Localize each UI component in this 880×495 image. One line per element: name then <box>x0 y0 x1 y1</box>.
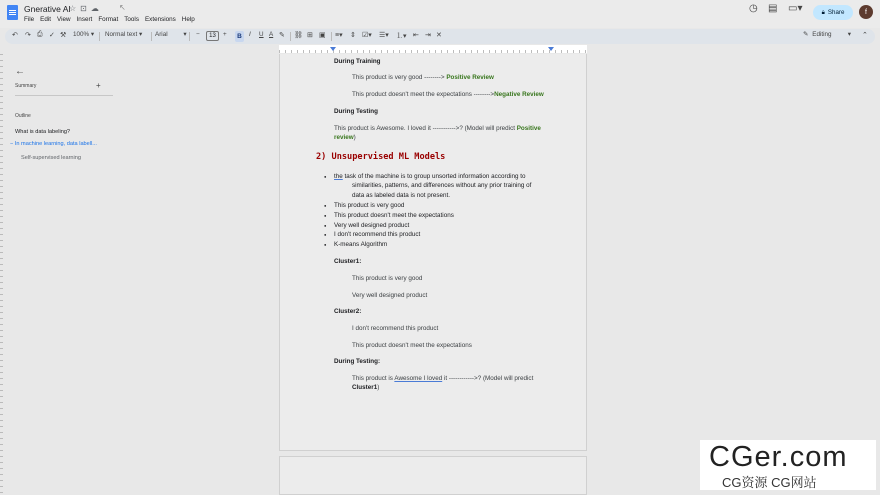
font-value: Arial <box>155 31 168 38</box>
divider <box>15 95 113 96</box>
menu-insert[interactable]: Insert <box>76 16 93 23</box>
paint-format-icon[interactable]: ⚒ <box>60 32 67 39</box>
pencil-icon: ✎ <box>803 31 809 38</box>
close-paren: ) <box>353 134 356 141</box>
toolbar-divider <box>189 32 190 41</box>
outline-item-self-supervised[interactable]: Self-supervised learning <box>21 155 82 161</box>
cluster1-result: Cluster1 <box>352 384 378 391</box>
close-paren: ) <box>377 384 380 391</box>
testing-line-cont <box>334 134 356 141</box>
positive-label: Positive <box>516 125 541 132</box>
watermark <box>700 440 876 490</box>
testing-line <box>334 125 541 132</box>
desc-text: task of the machine is to group unsorted information according to <box>342 173 526 180</box>
underline-button[interactable]: U <box>259 31 264 38</box>
style-select[interactable]: Normal text ▾ <box>105 31 143 38</box>
increase-indent-icon[interactable]: ⇥ <box>425 32 431 39</box>
outline-item-in-machine-learning[interactable] <box>10 141 97 147</box>
document-title[interactable]: Gnerative AI <box>24 4 71 14</box>
during-testing-heading: During Testing <box>334 108 378 115</box>
decrease-indent-icon[interactable]: ⇤ <box>413 32 419 39</box>
document-page[interactable] <box>279 54 587 451</box>
list-item: ● I don't recommend this product <box>334 230 454 240</box>
formatting-toolbar <box>5 29 875 44</box>
menu-view[interactable]: View <box>57 16 71 23</box>
font-size-input[interactable]: 13 <box>206 31 219 41</box>
cluster1-line: This product is very good <box>352 275 423 282</box>
meet-icon[interactable]: ▭▾ <box>788 3 803 14</box>
negative-review-label: Negative Review <box>494 91 544 98</box>
cluster2-line: This product doesn't meet the expectations <box>352 342 472 349</box>
redo-icon[interactable]: ↷ <box>25 32 31 39</box>
desc-line-2: similarities, patterns, and differences without any prior training of <box>352 182 532 189</box>
list-item: ● K-means Algorithm <box>334 240 454 250</box>
unsupervised-heading: 2) Unsupervised ML Models <box>316 152 446 162</box>
menu-bar <box>24 16 195 23</box>
print-icon[interactable]: ⎙ <box>37 31 43 38</box>
training-text: This product doesn't meet the expectations --------> <box>352 91 495 98</box>
testing2-line <box>352 375 533 382</box>
cluster2-heading: Cluster2: <box>334 308 362 315</box>
clear-formatting-icon[interactable]: ✕ <box>436 32 442 39</box>
during-training-heading: During Training <box>334 58 381 65</box>
outline-item-data-labeling[interactable]: What is data labeling? <box>15 129 71 135</box>
menu-format[interactable]: Format <box>98 16 119 23</box>
numbered-list-icon[interactable]: ⒈▾ <box>396 33 407 40</box>
line-spacing-icon[interactable]: ⇕ <box>350 32 356 39</box>
list-item: ● Very well designed product <box>334 221 454 231</box>
chevron-down-icon: ▾ <box>835 31 851 38</box>
current-item-marker: − <box>10 141 15 147</box>
testing2-line-cont <box>352 384 379 391</box>
examples-list <box>334 201 454 250</box>
right-indent-marker[interactable] <box>548 47 554 51</box>
font-select[interactable]: Arial ▾ <box>155 31 187 38</box>
font-size-decrease-icon[interactable]: − <box>196 31 200 38</box>
menu-file[interactable]: File <box>24 16 35 23</box>
toolbar-divider <box>151 32 152 41</box>
watermark-sub: CG资源 CG网站 <box>722 475 817 490</box>
spellcheck-icon[interactable]: ✓ <box>49 32 55 39</box>
undo-icon[interactable]: ↶ <box>12 32 18 39</box>
back-arrow-icon[interactable]: ← <box>15 66 25 77</box>
training-text: This product is very good --------> <box>352 74 447 81</box>
toolbar-divider <box>99 32 100 41</box>
align-icon[interactable]: ≡▾ <box>335 32 343 39</box>
title-actions <box>69 4 99 13</box>
toolbar-divider <box>331 32 332 41</box>
share-button[interactable] <box>813 5 853 20</box>
toolbar-divider <box>290 32 291 41</box>
checklist-icon[interactable]: ☑▾ <box>362 32 372 39</box>
comments-icon[interactable]: ▤ <box>768 3 778 14</box>
horizontal-ruler[interactable] <box>279 45 587 53</box>
list-item: ● This product is very good <box>334 201 454 211</box>
editing-mode-select[interactable] <box>803 31 851 38</box>
top-header <box>0 0 880 28</box>
during-testing2-heading: During Testing: <box>334 358 381 365</box>
awesome-loved-text: Awesome I loved <box>394 375 443 382</box>
add-summary-icon[interactable]: + <box>96 81 101 90</box>
editing-mode-label: Editing <box>812 31 832 38</box>
bold-button[interactable]: B <box>235 31 244 42</box>
testing2-text: This product is <box>352 375 395 382</box>
version-history-icon[interactable]: ◷ <box>749 3 758 14</box>
italic-button[interactable]: I <box>249 31 251 38</box>
cloud-status-icon[interactable]: ☁ <box>90 4 99 13</box>
avatar[interactable]: f <box>859 5 873 19</box>
highlight-icon[interactable]: ✎ <box>279 32 285 39</box>
watermark-main: CGer.com <box>709 441 848 473</box>
testing2-text: it ------------>? (Model will predict <box>442 375 534 382</box>
docs-logo-icon[interactable] <box>7 5 18 20</box>
link-icon[interactable]: ⛓ <box>294 32 303 39</box>
menu-edit[interactable]: Edit <box>40 16 52 23</box>
cluster1-line: Very well designed product <box>352 292 428 299</box>
outline-item-label: In machine learning, data labell... <box>14 141 97 147</box>
text-color-icon[interactable]: A <box>269 31 274 38</box>
left-indent-marker[interactable] <box>330 47 336 51</box>
zoom-select[interactable]: 100% ▾ <box>73 31 95 38</box>
bullet-list-icon[interactable]: ☰▾ <box>379 32 389 39</box>
menu-extensions[interactable]: Extensions <box>144 16 176 23</box>
move-folder-icon[interactable]: ⊡ <box>80 4 87 13</box>
list-item: ● This product doesn't meet the expectations <box>334 211 454 221</box>
list-item <box>334 172 525 182</box>
font-size-increase-icon[interactable]: + <box>223 31 227 38</box>
vertical-ruler <box>0 54 6 495</box>
training-line-negative <box>352 91 544 98</box>
cluster1-heading: Cluster1: <box>334 258 362 265</box>
menu-help[interactable]: Help <box>181 16 195 23</box>
outline-label: Outline <box>15 113 31 119</box>
the-word: the <box>334 173 343 180</box>
summary-label: Summary <box>15 83 37 89</box>
star-icon[interactable]: ☆ <box>69 4 77 13</box>
review-label: review <box>334 134 354 141</box>
menu-tools[interactable]: Tools <box>124 16 139 23</box>
testing-text: This product is Awesome. I loved it ----------->? (Model will predict <box>334 125 517 132</box>
comment-icon[interactable]: ⊞ <box>307 32 313 39</box>
style-value: Normal text <box>105 31 138 38</box>
lock-icon: 🔒︎ <box>821 8 825 16</box>
next-document-page[interactable] <box>279 456 587 495</box>
mouse-cursor-icon: ↖ <box>119 3 126 12</box>
cluster2-line: I don't recommend this product <box>352 325 439 332</box>
desc-line-3: data as labeled data is not present. <box>352 192 451 199</box>
training-line-positive <box>352 74 494 81</box>
image-icon[interactable]: ▣ <box>319 32 326 39</box>
share-label: Share <box>827 9 845 16</box>
collapse-toolbar-icon[interactable]: ⌃ <box>862 32 868 39</box>
positive-review-label: Positive Review <box>446 74 494 81</box>
zoom-value: 100% <box>73 31 90 38</box>
unsupervised-list <box>334 172 525 182</box>
